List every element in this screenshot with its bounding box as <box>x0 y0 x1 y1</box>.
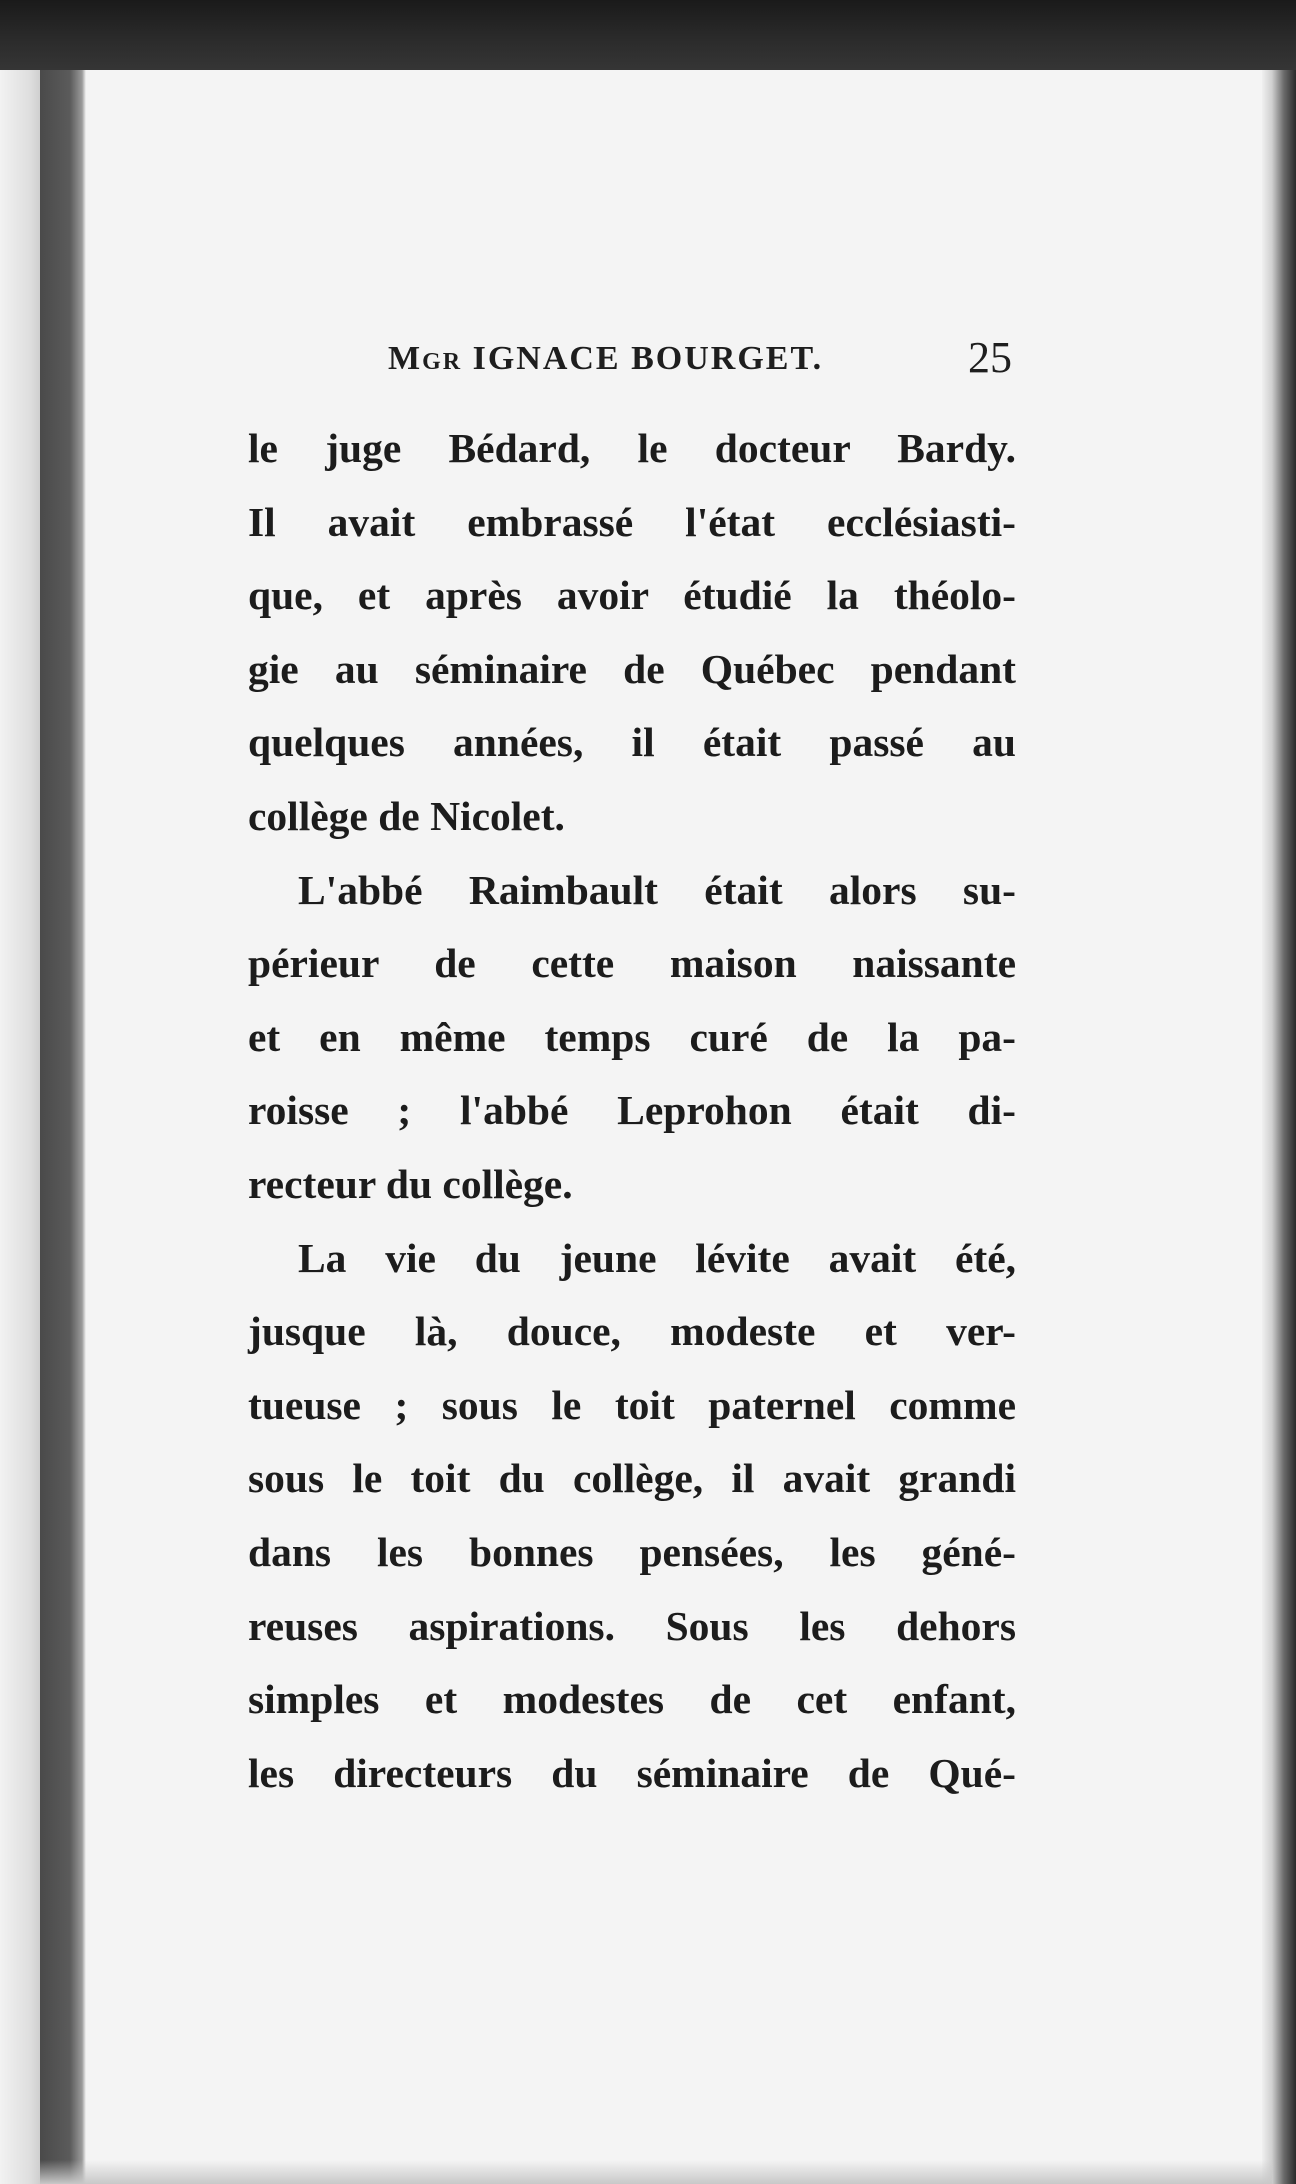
text-line: les directeurs du séminaire de Qué- <box>248 1749 1016 1796</box>
text-line: gie au séminaire de Québec pendant <box>248 645 1016 692</box>
running-head <box>248 332 1016 392</box>
text-line: La vie du jeune lévite avait été, <box>298 1234 1016 1281</box>
text-line: L'abbé Raimbault était alors su- <box>298 866 1016 913</box>
adjacent-page-edge <box>0 70 40 2184</box>
text-line: sous le toit du collège, il avait grandi <box>248 1455 1016 1502</box>
paragraph-1 <box>248 412 1016 854</box>
gutter-shadow <box>40 70 86 2184</box>
text-line: jusque là, douce, modeste et ver- <box>248 1308 1016 1355</box>
body-text <box>248 412 1016 1810</box>
text-line: roisse ; l'abbé Leprohon était di- <box>248 1087 1016 1134</box>
text-line: simples et modestes de cet enfant, <box>248 1676 1016 1723</box>
paragraph-3 <box>248 1222 1016 1811</box>
text-line: collège de Nicolet. <box>248 792 565 839</box>
text-line: recteur du collège. <box>248 1160 573 1207</box>
page-number: 25 <box>968 333 1012 382</box>
right-edge-shadow <box>1262 70 1296 2184</box>
text-line: dans les bonnes pensées, les géné- <box>248 1528 1016 1575</box>
text-line: le juge Bédard, le docteur Bardy. <box>248 425 1016 471</box>
text-line: et en même temps curé de la pa- <box>248 1013 1016 1060</box>
text-line: que, et après avoir étudié la théolo- <box>248 572 1016 619</box>
paragraph-2 <box>248 854 1016 1222</box>
text-line: périeur de cette maison naissante <box>248 940 1016 987</box>
text-line: Il avait embrassé l'état ecclésiasti- <box>248 498 1016 545</box>
bottom-edge-shadow <box>40 2160 1272 2184</box>
running-head-title: Mgr IGNACE BOURGET. <box>388 340 824 377</box>
text-line: tueuse ; sous le toit paternel comme <box>248 1381 1016 1428</box>
text-line: quelques années, il était passé au <box>248 719 1016 766</box>
text-line: reuses aspirations. Sous les dehors <box>248 1602 1016 1649</box>
